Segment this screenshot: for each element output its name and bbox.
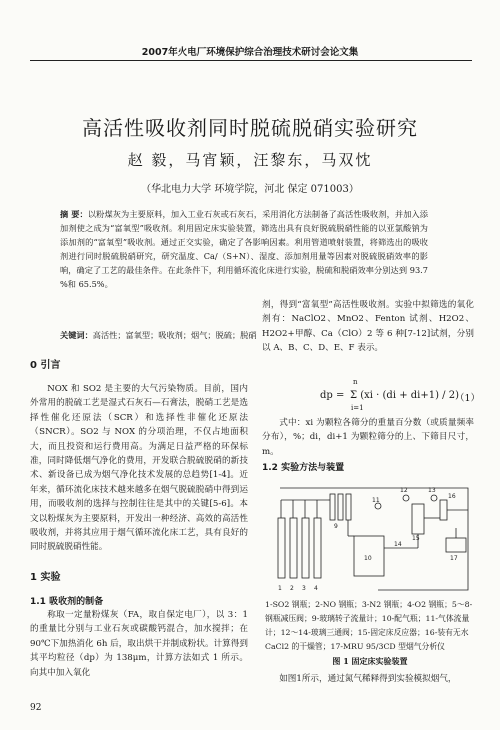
subsection-1-1-heading: 1.1 吸收剂的制备 — [30, 597, 104, 607]
fig-label-1: 1 — [278, 585, 282, 592]
figure-1-apparatus — [268, 478, 476, 596]
formula-particle-size — [320, 378, 470, 412]
fig-label-16: 16 — [448, 493, 456, 500]
keywords-label: 关键词： — [60, 330, 93, 340]
page-number: 92 — [30, 703, 42, 713]
right-paragraph-2-text: 式中：xi 为颗粒各筛分的重量百分数（或质量频率分布），%；di，di+1 为颗粒筛分的上、下筛目尺寸，m。 — [262, 418, 474, 457]
fig-label-2: 2 — [290, 585, 294, 592]
cylinder-3 — [302, 518, 309, 578]
formula-body: Σ (xi · (di + di+1) / 2) — [350, 390, 459, 401]
cylinder-2 — [290, 518, 297, 578]
abstract-label: 摘 要： — [60, 209, 88, 219]
abstract-text: 以粉煤灰为主要原料，加入工业石灰或石灰石，采用消化方法制备了高活性吸收剂，并加入添加剂使之成为“富氧型”吸收剂。利用固定床实验装置，筛选出具有良好脱硫脱硝性能的以亚氯酸钠为添加剂的“富氧型”吸收剂。通过正交实验，确定了各影响因素。利用管道喷射装置，将筛选出的吸收剂进行同时脱硫脱硝研究，研究温度、Ca/（S+N）、湿度、添加剂用量等因素对脱硫脱硝效率的影响，确定了工艺的最佳条件。在此条件下，利用循环流化床进行实验，脱硫和脱硝效率分别达到 93.7 %和 65.5%。 — [60, 209, 428, 289]
formula-sum-top: n — [353, 378, 358, 386]
gas-analyzer — [446, 538, 466, 552]
paper-title: 高活性吸收剂同时脱硫脱硝实验研究 — [82, 116, 418, 140]
right-paragraph-3 — [262, 672, 474, 686]
fig-label-13: 13 — [428, 487, 436, 494]
cylinder-1 — [278, 518, 285, 578]
three-way-valve — [403, 495, 409, 501]
fig-label-15: 15 — [412, 535, 420, 542]
drying-tube — [440, 500, 447, 520]
intro-paragraph: NOX 和 SO2 是主要的大气污染物质。目前，国内外常用的脱硫工艺是湿式石灰石—石膏法，脱硝工艺是选择性催化还原法（SCR）和选择性非催化还原法（SNCR）。SO2 与 NOX 的分项治理，不仅占地面积大，而且投资和运行费用高。为满足日益严格的环保标准，同时降低烟气净化的费用，开发联合脱硫脱硝的新技术、新设备已成为烟气净化技术发展的总趋势[1-4]。近年来，循环流化床技术越来越多在烟气脱硫脱硝中得到运用，而吸收剂的选择与控制往往是其中的关键[5-6]。本文以粉煤灰为主要原料，开发出一种经济、高效的高活性吸收剂，并将其应用于烟气循环流化床工艺，具有良好的同时脱硫脱硝性能。 — [30, 384, 248, 553]
right-paragraph-1 — [262, 298, 474, 356]
section-0-heading: 0 引言 — [30, 360, 61, 371]
paper-affiliation: （华北电力大学 环境学院，河北 保定 071003） — [141, 184, 359, 195]
abstract — [60, 207, 428, 291]
fig-label-3: 3 — [302, 585, 306, 592]
right-paragraph-2 — [262, 416, 474, 459]
keywords-text: 高活性；富氧型；吸收剂；烟气；脱硫；脱硝 — [92, 330, 257, 340]
fig-label-9: 9 — [334, 523, 338, 530]
figure-1-caption: 1-SO2 钢瓶；2-NO 钢瓶；3-N2 钢瓶；4-O2 钢瓶；5～8-钢瓶减压阀；9-玻璃转子流量计；10-配气瓶；11-气体流量计；12～14-玻璃三通阀；15-固定床反应器；16-装有无水 CaCl2 的干燥管；17-MRU 95/3CD 型烟气分析仪 — [265, 600, 473, 651]
right-paragraph-3-text: 如图1所示，通过氮气稀释得到实验模拟烟气， — [279, 674, 457, 684]
fig-label-10: 10 — [364, 555, 372, 562]
formula-lhs: dp = — [320, 390, 345, 401]
section-1-heading: 1 实验 — [30, 572, 61, 583]
figure-1-title: 图 1 固定床实验装置 — [332, 656, 408, 666]
fig-label-4: 4 — [314, 585, 318, 592]
rotameter — [330, 494, 335, 520]
subsection-1-1-body — [30, 608, 248, 680]
equation-number: （1） — [455, 393, 481, 404]
running-header: 2007年火电厂环境保护综合治理技术研讨会论文集 — [141, 47, 359, 58]
formula-sum-bottom: i=1 — [351, 404, 364, 412]
right-paragraph-1-text: 剂，得到“富氧型”高活性吸收剂。实验中拟筛选的氧化剂有：NaClO2、MnO2、Fenton 试剂、H2O2、H2O2+甲醇、Ca（ClO）2 等 6 种[7-12]试剂，分别以 A、B、C、D、E、F 表示。 — [262, 300, 474, 354]
fig-label-11: 11 — [372, 497, 380, 504]
subsection-1-2-heading: 1.2 实验方法与装置 — [262, 463, 345, 473]
intro-body — [30, 382, 248, 555]
fig-label-17: 17 — [450, 555, 458, 562]
fig-label-14: 14 — [394, 541, 402, 548]
header-rule — [30, 60, 472, 61]
subsection-1-1-paragraph: 称取一定量粉煤灰（FA，取自保定电厂），以 3：1 的重量比分别与工业石灰或碳酸钙混合，加水搅拌；在 90℃下加热消化 6h 后，取出烘干并制成粉状。计算得到其平均粒径（dp）为 138μm，计算方法如式 1 所示。向其中加入氧化 — [30, 610, 248, 678]
fig-label-12: 12 — [400, 487, 408, 494]
cylinder-4 — [314, 518, 321, 578]
fixed-bed-reactor — [412, 504, 424, 534]
paper-authors: 赵 毅，马宵颖，汪黎东，马双忱 — [127, 151, 373, 169]
